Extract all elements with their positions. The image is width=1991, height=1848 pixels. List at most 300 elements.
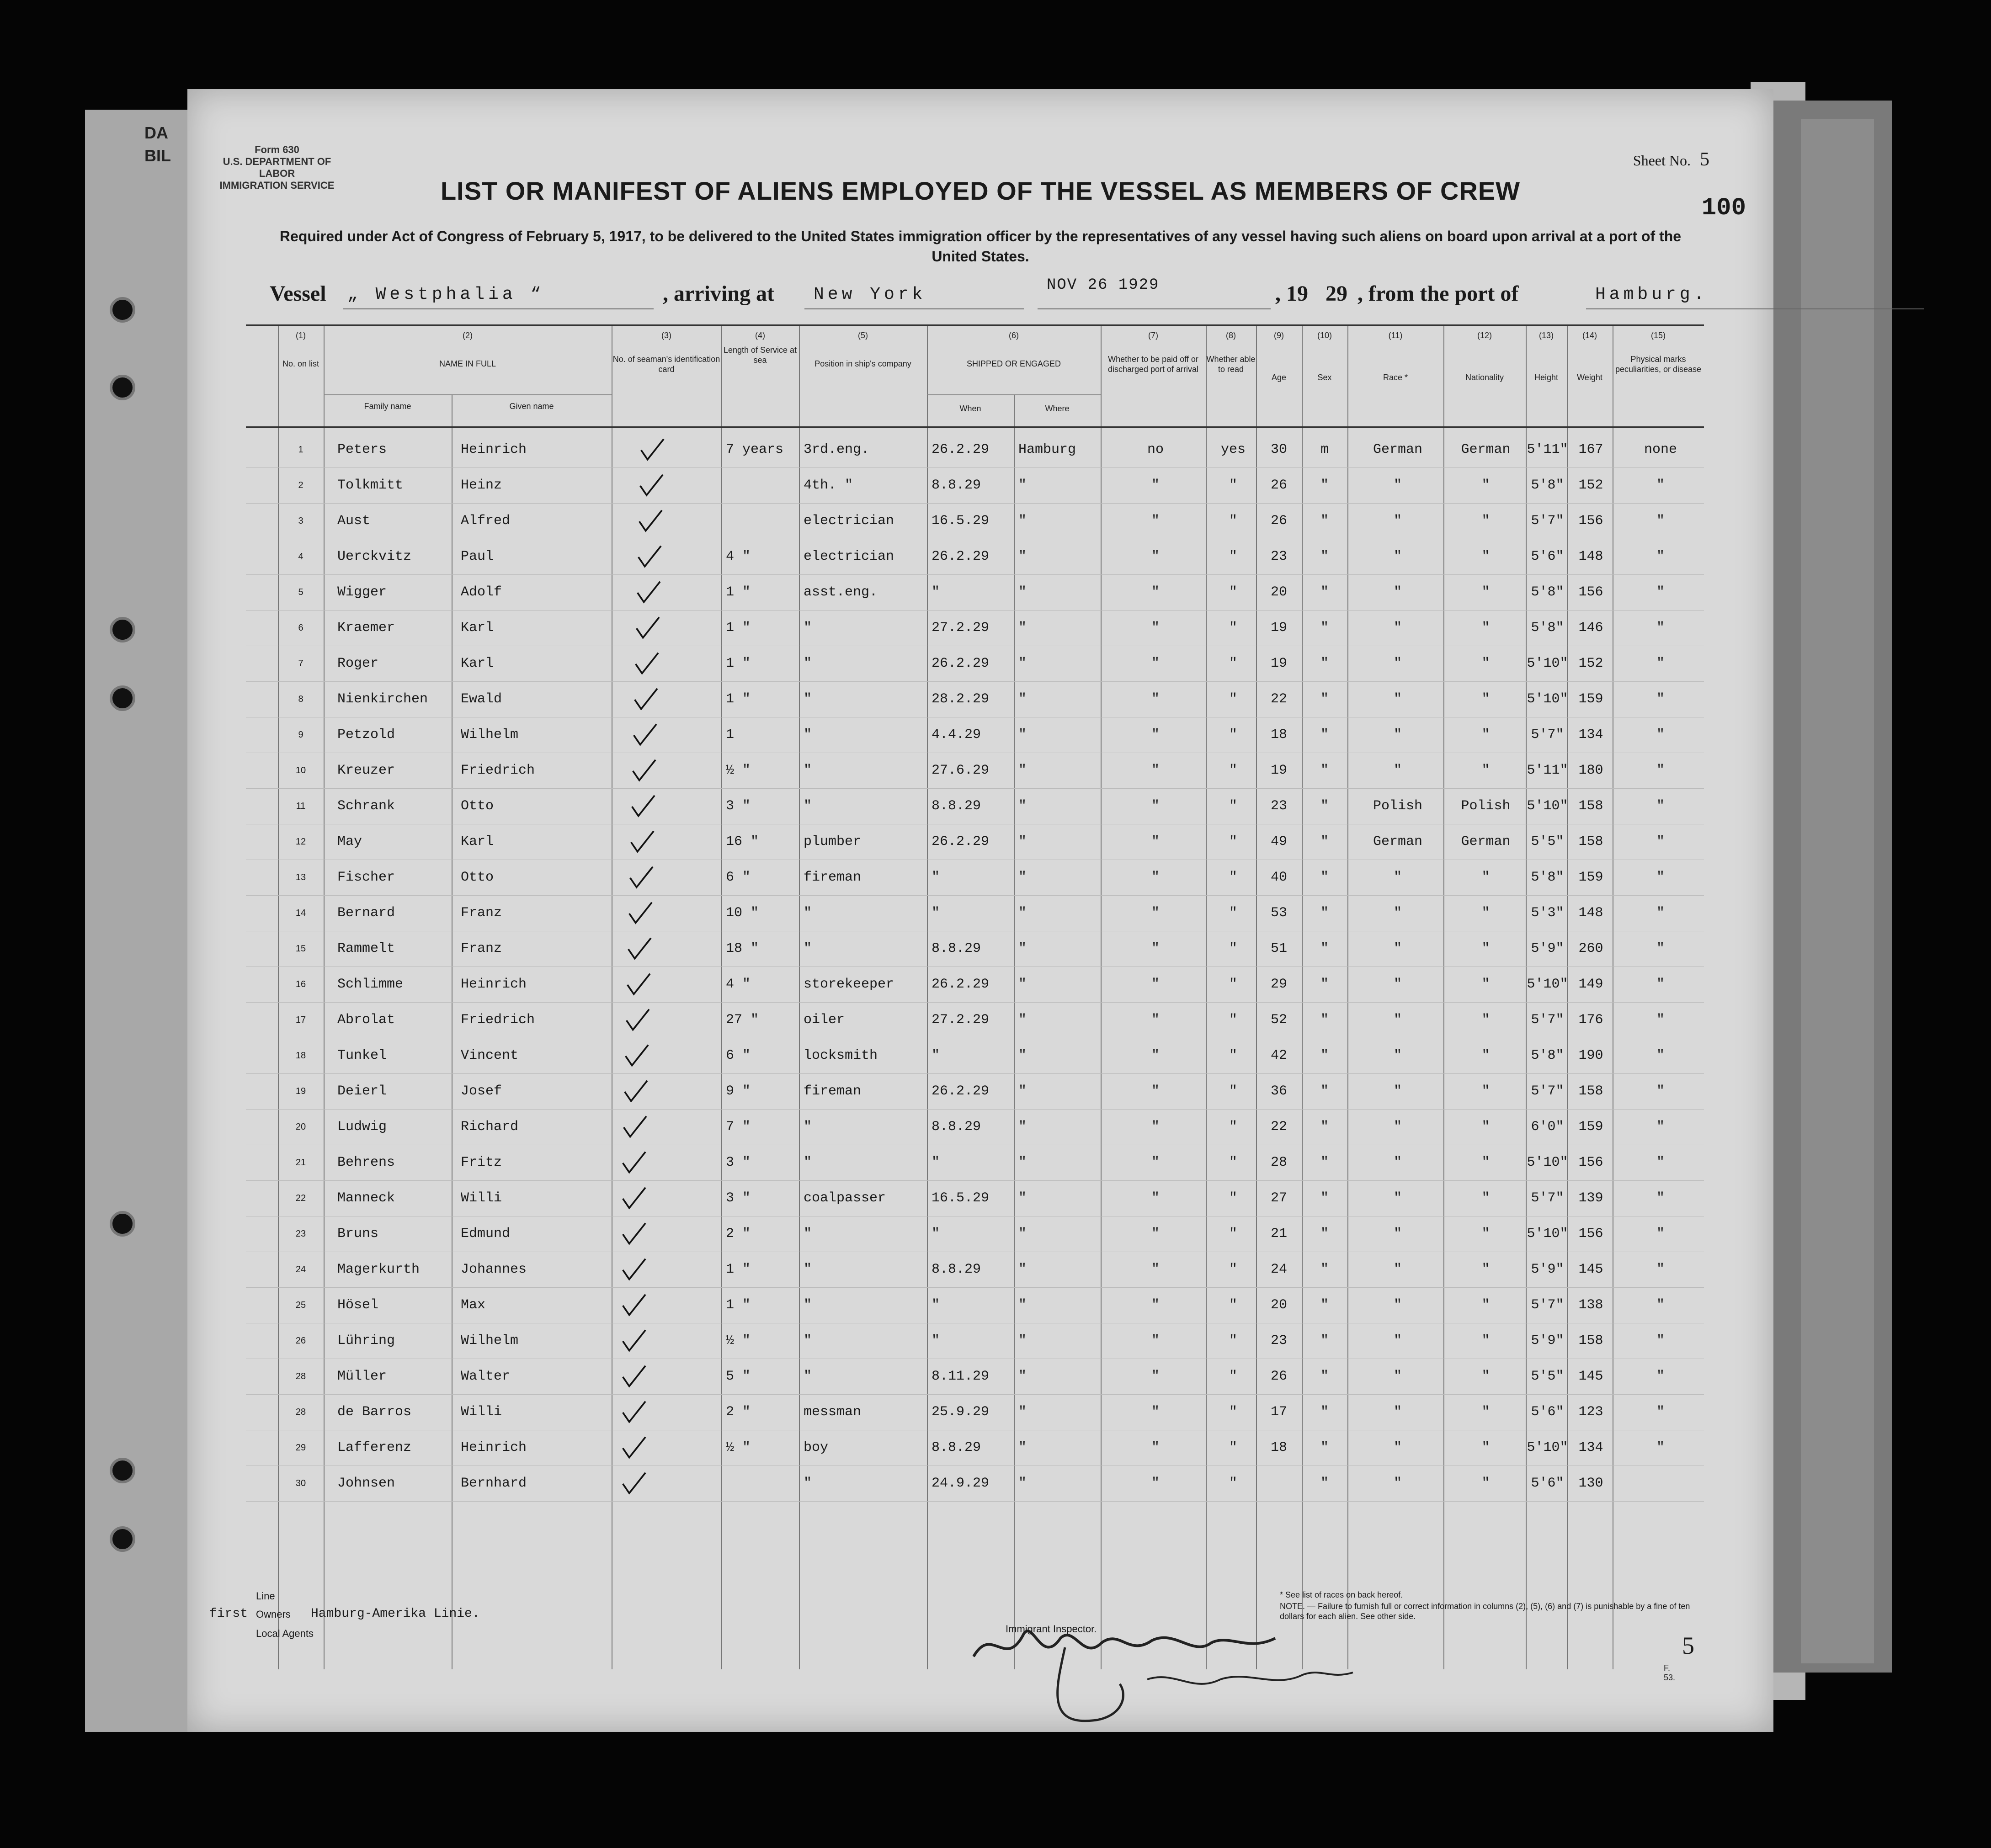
cell-race: " <box>1393 1119 1402 1135</box>
table-row <box>246 1002 1704 1038</box>
checkmark-icon <box>621 1364 646 1390</box>
cell-weight: 159 <box>1578 1119 1603 1135</box>
cell-position: fireman <box>804 870 862 885</box>
cell-marks: " <box>1656 620 1665 636</box>
cell-race: " <box>1393 1226 1402 1242</box>
cell-weight: 134 <box>1578 727 1603 743</box>
cell-nationality: " <box>1481 1048 1490 1063</box>
cell-position: electrician <box>804 513 894 529</box>
cell-where: " <box>1018 1333 1027 1349</box>
cell-service: 2 " <box>726 1404 751 1420</box>
cell-family: Lafferenz <box>337 1440 412 1455</box>
cell-height: 5'6" <box>1531 1476 1564 1491</box>
cell-height: 5'10" <box>1527 656 1568 671</box>
cell-race: " <box>1393 905 1402 921</box>
cell-given: Willi <box>461 1190 502 1206</box>
cell-nationality: German <box>1461 834 1511 850</box>
cell-position: messman <box>804 1404 862 1420</box>
owners-value: Hamburg-Amerika Linie. <box>311 1607 480 1621</box>
cell-no: 3 <box>298 516 303 526</box>
cell-where: " <box>1018 1476 1027 1491</box>
cell-given: Friedrich <box>461 763 535 778</box>
checkmark-icon <box>636 544 662 570</box>
cell-nationality: " <box>1481 1333 1490 1349</box>
cell-position: 3rd.eng. <box>804 442 870 457</box>
from-label: , from the port of <box>1358 281 1519 306</box>
cell-weight: 145 <box>1578 1262 1603 1277</box>
cell-service: 6 " <box>726 1048 751 1063</box>
checkmark-icon <box>626 936 652 962</box>
cell-service: 1 " <box>726 620 751 636</box>
document-title: LIST OR MANIFEST OF ALIENS EMPLOYED OF THE VESSEL AS MEMBERS OF CREW <box>440 176 1521 205</box>
cell-service <box>726 467 804 503</box>
cell-sex: " <box>1320 1297 1329 1313</box>
arrival-port: New York <box>814 285 926 304</box>
cell-service: 1 " <box>726 656 751 671</box>
cell-read: " <box>1229 549 1237 564</box>
cell-family: Tolkmitt <box>337 478 404 493</box>
cell-nationality: " <box>1481 1119 1490 1135</box>
page-number: 100 <box>1701 194 1746 222</box>
cell-height: 5'5" <box>1531 834 1564 850</box>
cell-where: " <box>1018 870 1027 885</box>
cell-given: Walter <box>461 1369 511 1384</box>
cell-height: 5'7" <box>1531 1297 1564 1313</box>
cell-weight: 134 <box>1578 1440 1603 1455</box>
cell-race: " <box>1393 1155 1402 1170</box>
cell-where: " <box>1018 834 1027 850</box>
table-row <box>246 1252 1704 1288</box>
cell-nationality: " <box>1481 513 1490 529</box>
race-note: * See list of races on back hereof. <box>1280 1590 1403 1599</box>
form-code: F. 53. <box>1664 1663 1676 1682</box>
cell-sex: " <box>1320 1476 1329 1491</box>
table-row <box>246 1038 1704 1074</box>
cell-where: " <box>1018 727 1027 743</box>
cell-family: Behrens <box>337 1155 395 1170</box>
cell-height: 5'7" <box>1531 1190 1564 1206</box>
cell-height: 5'11" <box>1527 442 1568 457</box>
cell-paid: " <box>1151 1440 1160 1455</box>
cell-marks: " <box>1656 727 1665 743</box>
cell-height: 5'8" <box>1531 478 1564 493</box>
cell-paid: " <box>1151 1297 1160 1313</box>
cell-weight: 158 <box>1578 1333 1603 1349</box>
cell-given: Alfred <box>461 513 511 529</box>
cell-position: " <box>804 905 812 921</box>
cell-age: 42 <box>1270 1048 1287 1063</box>
cell-sex: " <box>1320 1012 1329 1028</box>
cell-given: Wilhelm <box>461 1333 519 1349</box>
cell-age: 23 <box>1270 798 1287 814</box>
cell-sex: " <box>1320 656 1329 671</box>
cell-nationality: " <box>1481 620 1490 636</box>
cell-given: Bernhard <box>461 1476 527 1491</box>
binder-hole <box>110 1458 135 1483</box>
cell-nationality: " <box>1481 977 1490 992</box>
cell-family: Uerckvitz <box>337 549 412 564</box>
cell-sex: " <box>1320 513 1329 529</box>
cell-family: Schrank <box>337 798 395 814</box>
cell-age: 23 <box>1270 1333 1287 1349</box>
cell-race: " <box>1393 478 1402 493</box>
cell-given: Adolf <box>461 584 502 600</box>
cell-no: 24 <box>295 1264 306 1274</box>
cell-race: " <box>1393 691 1402 707</box>
cell-sex: " <box>1320 905 1329 921</box>
cell-nationality: " <box>1481 763 1490 778</box>
cell-service: 3 " <box>726 798 751 814</box>
cell-given: Wilhelm <box>461 727 519 743</box>
checkmark-icon <box>621 1328 646 1354</box>
checkmark-icon <box>623 1079 648 1105</box>
cell-where: " <box>1018 1297 1027 1313</box>
cell-sex: " <box>1320 620 1329 636</box>
checkmark-icon <box>630 794 655 819</box>
cell-read: " <box>1229 870 1237 885</box>
cell-given: Heinrich <box>461 977 527 992</box>
sheet-number <box>1633 149 1709 170</box>
cell-race: " <box>1393 1297 1402 1313</box>
cell-family: Müller <box>337 1369 387 1384</box>
table-row <box>246 610 1704 646</box>
cell-age: 20 <box>1270 584 1287 600</box>
cell-position: electrician <box>804 549 894 564</box>
cell-service: 4 " <box>726 977 751 992</box>
cell-family: Tunkel <box>337 1048 387 1063</box>
cell-family: de Barros <box>337 1404 412 1420</box>
cell-marks: " <box>1656 656 1665 671</box>
table-row <box>246 895 1704 931</box>
date-stamp: NOV 26 1929 <box>1047 276 1160 294</box>
cell-when: 24.9.29 <box>932 1476 990 1491</box>
cell-height: 5'8" <box>1531 870 1564 885</box>
checkmark-icon <box>628 865 654 891</box>
cell-age: 17 <box>1270 1404 1287 1420</box>
cell-weight: 167 <box>1578 442 1603 457</box>
cell-read: " <box>1229 1012 1237 1028</box>
cell-when: 8.11.29 <box>932 1369 990 1384</box>
cell-no: 18 <box>295 1051 306 1061</box>
cell-paid: " <box>1151 1155 1160 1170</box>
cell-position: " <box>804 620 812 636</box>
cell-paid: " <box>1151 1369 1160 1384</box>
binder-hole <box>110 685 135 711</box>
cell-given: Willi <box>461 1404 502 1420</box>
cell-paid: " <box>1151 478 1160 493</box>
cell-family: Bruns <box>337 1226 379 1242</box>
table-row <box>246 681 1704 717</box>
cell-height: 5'9" <box>1531 941 1564 956</box>
owners-label: Owners <box>256 1609 291 1620</box>
cell-age: 30 <box>1270 442 1287 457</box>
cell-given: Franz <box>461 905 502 921</box>
cell-race: " <box>1393 1012 1402 1028</box>
table-row <box>246 1359 1704 1395</box>
cell-sex: " <box>1320 727 1329 743</box>
cell-nationality: " <box>1481 1012 1490 1028</box>
cell-position: " <box>804 941 812 956</box>
cell-weight: 156 <box>1578 1155 1603 1170</box>
cell-when: 8.8.29 <box>932 798 981 814</box>
table-row <box>246 860 1704 896</box>
col-10-header: (10) Sex <box>1317 331 1332 382</box>
cell-when: 8.8.29 <box>932 941 981 956</box>
col-12-header: (12) Nationality <box>1465 331 1504 382</box>
cell-no: 30 <box>295 1478 306 1488</box>
checkmark-icon <box>625 972 651 998</box>
cell-nationality: " <box>1481 584 1490 600</box>
cell-position: fireman <box>804 1083 862 1099</box>
cell-read: " <box>1229 1297 1237 1313</box>
cell-paid: " <box>1151 905 1160 921</box>
cell-position: " <box>804 1369 812 1384</box>
cell-paid: " <box>1151 584 1160 600</box>
cell-paid: " <box>1151 691 1160 707</box>
cell-paid: " <box>1151 1048 1160 1063</box>
cell-height: 5'10" <box>1527 1155 1568 1170</box>
cell-position: boy <box>804 1440 829 1455</box>
cell-nationality: " <box>1481 1440 1490 1455</box>
cell-race: " <box>1393 977 1402 992</box>
cell-when: 4.4.29 <box>932 727 981 743</box>
cell-position: 4th. " <box>804 478 853 493</box>
cell-age: 23 <box>1270 549 1287 564</box>
cell-no: 29 <box>295 1443 306 1453</box>
cell-race: " <box>1393 1083 1402 1099</box>
manifest-sheet <box>187 89 1773 1732</box>
cell-marks: " <box>1656 1404 1665 1420</box>
cell-no: 25 <box>295 1300 306 1310</box>
underlying-text: BIL <box>144 146 171 165</box>
cell-race: " <box>1393 1369 1402 1384</box>
cell-service: 1 " <box>726 584 751 600</box>
cell-marks: " <box>1656 763 1665 778</box>
cell-read: " <box>1229 834 1237 850</box>
checkmark-icon <box>622 1115 647 1140</box>
cell-where: Hamburg <box>1018 442 1076 457</box>
cell-paid: " <box>1151 834 1160 850</box>
cell-given: Heinz <box>461 478 502 493</box>
cell-family: Nienkirchen <box>337 691 428 707</box>
cell-marks: " <box>1656 549 1665 564</box>
cell-service: 10 " <box>726 905 759 921</box>
cell-when: " <box>932 1333 940 1349</box>
cell-sex: " <box>1320 1404 1329 1420</box>
cell-race: " <box>1393 656 1402 671</box>
cell-family: Hösel <box>337 1297 379 1313</box>
cell-age: 51 <box>1270 941 1287 956</box>
cell-sex: m <box>1320 442 1329 457</box>
cell-age: 18 <box>1270 727 1287 743</box>
cell-height: 5'6" <box>1531 549 1564 564</box>
cell-marks: " <box>1656 1297 1665 1313</box>
cell-paid: " <box>1151 941 1160 956</box>
col-1-header: (1) No. on list <box>282 331 319 368</box>
cell-marks: " <box>1656 513 1665 529</box>
cell-marks: " <box>1656 834 1665 850</box>
cell-given: Vincent <box>461 1048 519 1063</box>
cell-weight: 152 <box>1578 656 1603 671</box>
cell-weight: 260 <box>1578 941 1603 956</box>
cell-when: 8.8.29 <box>932 1119 981 1135</box>
cell-where: " <box>1018 941 1027 956</box>
cell-nationality: " <box>1481 478 1490 493</box>
cell-weight: 156 <box>1578 513 1603 529</box>
cell-family: Kraemer <box>337 620 395 636</box>
col-15-header: (15) Physical marks peculiarities, or disease <box>1615 331 1702 374</box>
cell-age: 26 <box>1270 478 1287 493</box>
cell-given: Josef <box>461 1083 502 1099</box>
cell-sex: " <box>1320 1155 1329 1170</box>
cell-family: Peters <box>337 442 387 457</box>
cell-marks: " <box>1656 1012 1665 1028</box>
table-row <box>246 1109 1704 1145</box>
checkmark-icon <box>627 901 653 926</box>
cell-sex: " <box>1320 549 1329 564</box>
cell-weight: 123 <box>1578 1404 1603 1420</box>
cell-service: 9 " <box>726 1083 751 1099</box>
cell-marks: " <box>1656 798 1665 814</box>
cell-where: " <box>1018 1012 1027 1028</box>
binder-hole <box>110 1526 135 1552</box>
cell-service: 3 " <box>726 1155 751 1170</box>
cell-paid: " <box>1151 513 1160 529</box>
cell-read: " <box>1229 727 1237 743</box>
cell-read: " <box>1229 584 1237 600</box>
cell-where: " <box>1018 513 1027 529</box>
cell-weight: 139 <box>1578 1190 1603 1206</box>
cell-age: 29 <box>1270 977 1287 992</box>
cell-where: " <box>1018 1262 1027 1277</box>
cell-height: 5'10" <box>1527 691 1568 707</box>
table-row <box>246 503 1704 539</box>
cell-nationality: " <box>1481 549 1490 564</box>
cell-race: " <box>1393 1333 1402 1349</box>
cell-height: 5'11" <box>1527 763 1568 778</box>
cell-where: " <box>1018 584 1027 600</box>
cell-family: Petzold <box>337 727 395 743</box>
cell-sex: " <box>1320 1190 1329 1206</box>
cell-no: 4 <box>298 552 303 562</box>
cell-no: 26 <box>295 1336 306 1346</box>
cell-position: " <box>804 763 812 778</box>
cell-given: Otto <box>461 870 494 885</box>
cell-family: Ludwig <box>337 1119 387 1135</box>
cell-service: ½ " <box>726 1440 751 1455</box>
cell-where: " <box>1018 691 1027 707</box>
checkmark-icon <box>635 580 661 605</box>
cell-age: 22 <box>1270 691 1287 707</box>
cell-family: Johnsen <box>337 1476 395 1491</box>
when-header: When <box>959 404 981 413</box>
cell-weight: 159 <box>1578 870 1603 885</box>
sheet-value: 5 <box>1700 149 1709 170</box>
cell-service: 7 " <box>726 1119 751 1135</box>
table-row <box>246 1180 1704 1216</box>
cell-race: German <box>1373 834 1423 850</box>
cell-position: " <box>804 1119 812 1135</box>
fine-note: NOTE. — Failure to furnish full or correct information in columns (2), (5), (6) and (7) is punishable by a fine of ten dollars for each alien. See other side. <box>1280 1602 1690 1621</box>
cell-marks: " <box>1656 1048 1665 1063</box>
cell-when: " <box>932 584 940 600</box>
cell-read: " <box>1229 1226 1237 1242</box>
cell-nationality: German <box>1461 442 1511 457</box>
cell-no: 5 <box>298 587 303 597</box>
cell-sex: " <box>1320 1226 1329 1242</box>
cell-marks: " <box>1656 1226 1665 1242</box>
cell-family: Magerkurth <box>337 1262 420 1277</box>
checkmark-icon <box>621 1221 646 1247</box>
cell-read: " <box>1229 1262 1237 1277</box>
cell-family: Deierl <box>337 1083 387 1099</box>
cell-weight: 146 <box>1578 620 1603 636</box>
cell-no: 21 <box>295 1158 306 1168</box>
cell-read: " <box>1229 977 1237 992</box>
cell-given: Ewald <box>461 691 502 707</box>
cell-sex: " <box>1320 1262 1329 1277</box>
cell-family: Abrolat <box>337 1012 395 1028</box>
cell-height: 5'8" <box>1531 1048 1564 1063</box>
cell-height: 5'7" <box>1531 1083 1564 1099</box>
cell-sex: " <box>1320 478 1329 493</box>
checkmark-icon <box>637 509 663 534</box>
cell-race: " <box>1393 1440 1402 1455</box>
cell-when: 8.8.29 <box>932 1262 981 1277</box>
cell-weight: 149 <box>1578 977 1603 992</box>
cell-when: 27.2.29 <box>932 1012 990 1028</box>
cell-when: " <box>932 1048 940 1063</box>
table-row <box>246 931 1704 967</box>
table-row <box>246 1430 1704 1466</box>
cell-position: " <box>804 798 812 814</box>
binder-hole <box>110 617 135 643</box>
cell-weight: 158 <box>1578 834 1603 850</box>
cell-service: 1 " <box>726 1297 751 1313</box>
agents-label: Local Agents <box>256 1628 314 1639</box>
cell-no: 12 <box>295 837 306 847</box>
cell-height: 5'7" <box>1531 1012 1564 1028</box>
cell-service: 7 years <box>726 442 784 457</box>
cell-weight: 156 <box>1578 584 1603 600</box>
cell-paid: no <box>1147 442 1164 457</box>
cell-height: 5'10" <box>1527 1226 1568 1242</box>
checkmark-icon <box>621 1471 646 1497</box>
cell-nationality: " <box>1481 1083 1490 1099</box>
table-row <box>246 1216 1704 1252</box>
cell-race: " <box>1393 1190 1402 1206</box>
cell-when: 26.2.29 <box>932 442 990 457</box>
cell-when: " <box>932 1297 940 1313</box>
checkmark-icon <box>634 651 659 677</box>
cell-no: 13 <box>295 872 306 882</box>
cell-given: Fritz <box>461 1155 502 1170</box>
cell-given: Johannes <box>461 1262 527 1277</box>
cell-service: 1 " <box>726 1262 751 1277</box>
cell-race: " <box>1393 727 1402 743</box>
cell-race: " <box>1393 513 1402 529</box>
cell-paid: " <box>1151 656 1160 671</box>
cell-age: 21 <box>1270 1226 1287 1242</box>
col-9-header: (9) Age <box>1271 331 1287 382</box>
cell-paid: " <box>1151 620 1160 636</box>
cell-nationality: " <box>1481 1190 1490 1206</box>
checkmark-icon <box>621 1400 646 1425</box>
cell-service: ½ " <box>726 1333 751 1349</box>
cell-no: 2 <box>298 480 303 490</box>
cell-race: " <box>1393 941 1402 956</box>
service: IMMIGRATION SERVICE <box>219 180 335 191</box>
